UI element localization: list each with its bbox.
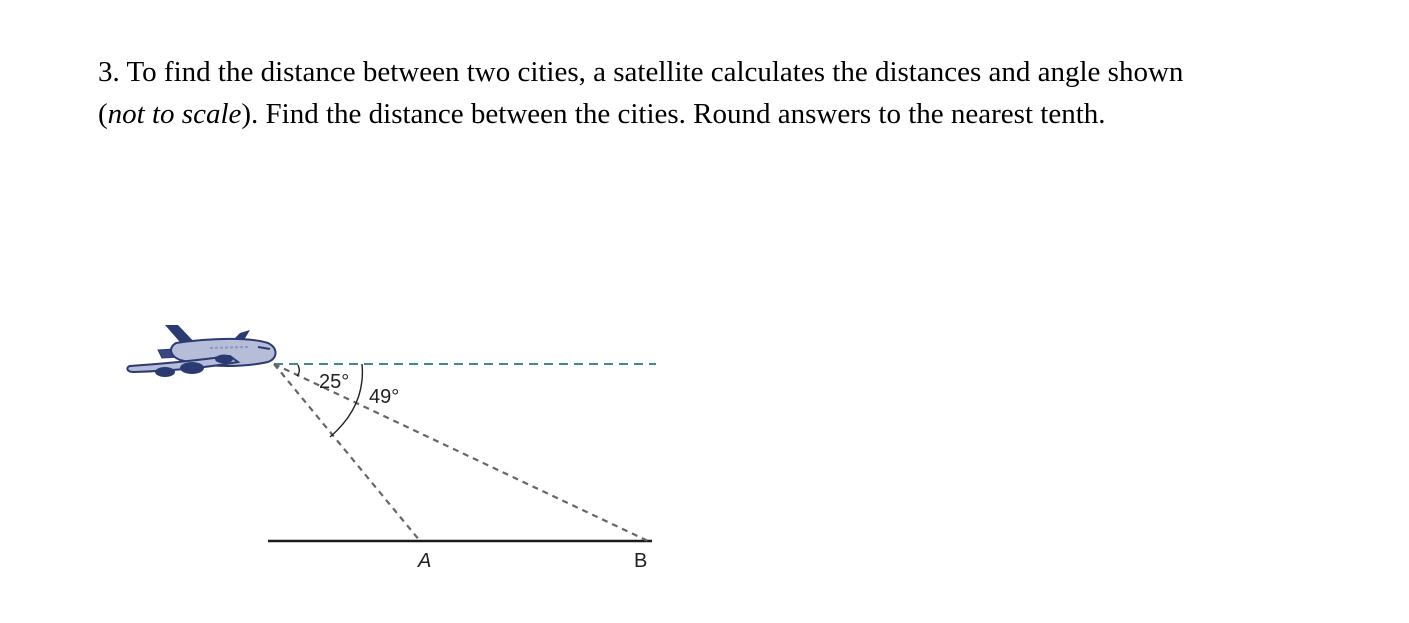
angle-label-49: 49°	[369, 386, 400, 408]
city-label-a: A	[418, 550, 432, 572]
city-label-b: B	[634, 550, 648, 572]
problem-text-before: To find the distance between two cities, a satellite calculates the distances and angle shown (	[98, 56, 1184, 130]
problem-number: 3.	[98, 56, 120, 88]
problem-text-after: ). Find the distance between the cities. Round answers to the nearest tenth.	[241, 98, 1106, 130]
angle-label-25: 25°	[319, 371, 350, 393]
problem-text-italic: not to scale	[107, 98, 242, 130]
airplane-icon	[127, 325, 275, 377]
